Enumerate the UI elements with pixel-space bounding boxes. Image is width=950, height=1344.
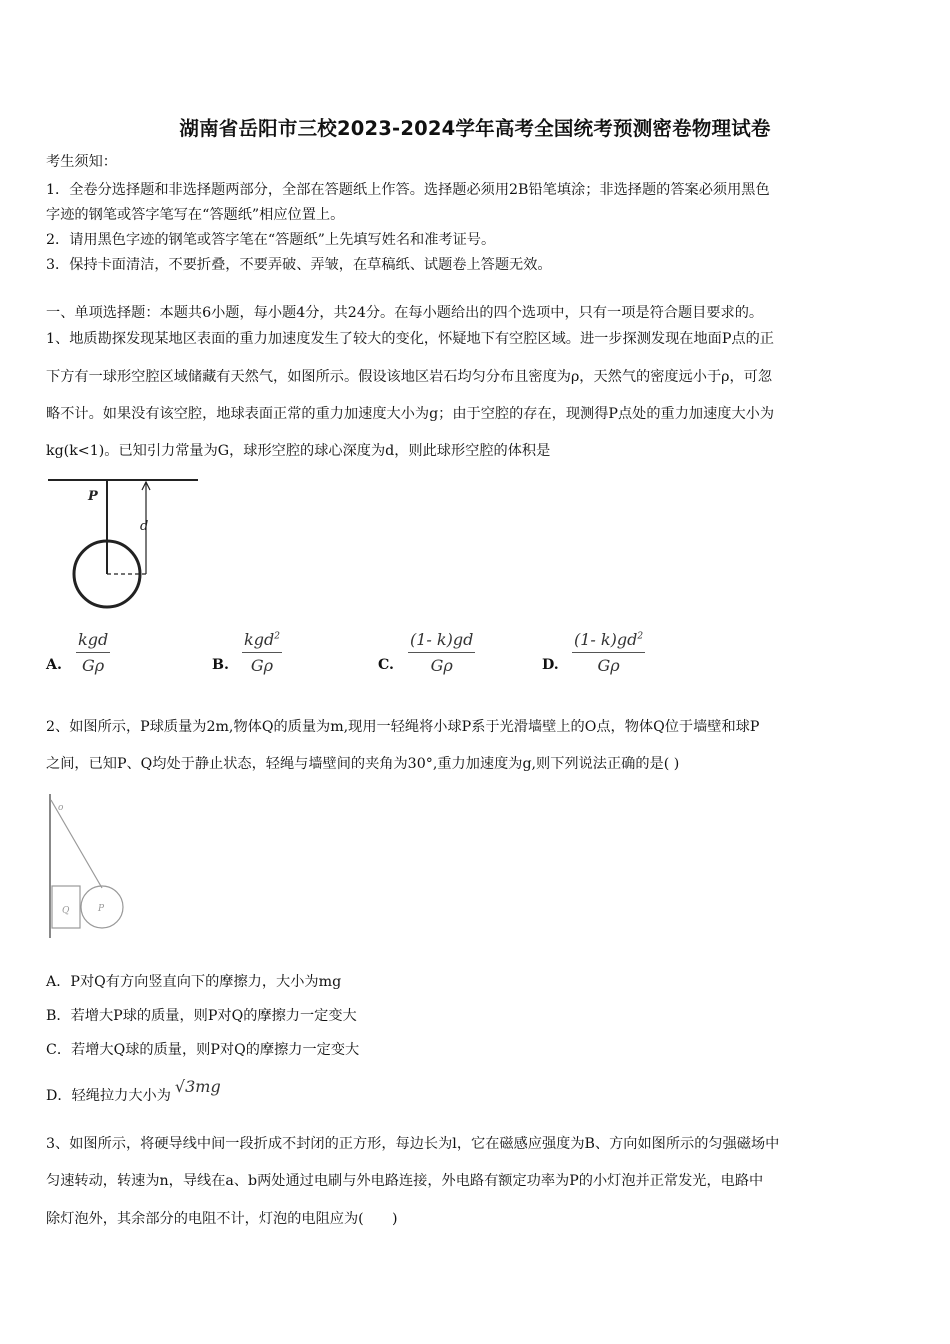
question-2-text: 2、如图所示，P球质量为2m,物体Q的质量为m,现用一轻绳将小球P系于光滑墙壁上的O点，物体Q位于墙壁和球P xyxy=(46,719,760,735)
option-formula: $\frac{(1- k)gd^2}{G\rho}$ xyxy=(574,630,644,675)
wall-ball-figure xyxy=(40,790,140,942)
question-2-text: 之间，已知P、Q均处于静止状态，轻绳与墙壁间的夹角为30°,重力加速度为g,则下列说法正确的是( ) xyxy=(46,756,680,772)
depth-label: d xyxy=(140,519,149,534)
section-heading: 一、单项选择题：本题共6小题，每小题4分，共24分。在每小题给出的四个选项中，只有一项是符合题目要求的。 xyxy=(46,305,764,321)
point-p-label: P xyxy=(88,489,98,504)
option-formula: kgd$^2$ Gρ xyxy=(244,630,280,675)
question-1-text: 下方有一球形空腔区域储藏有天然气，如图所示。假设该地区岩石均匀分布且密度为ρ，天然气的密度远小于ρ，可忽 xyxy=(46,369,773,385)
question-1-options xyxy=(46,630,906,686)
question-1-text: kg(k<1)。已知引力常量为G，球形空腔的球心深度为d，则此球形空腔的体积是 xyxy=(46,443,551,459)
question-1-text: 略不计。如果没有该空腔，地球表面正常的重力加速度大小为g；由于空腔的存在，现测得P点处的重力加速度大小为 xyxy=(46,406,775,422)
question-3-text: 匀速转动，转速为n，导线在a、b两处通过电刷与外电路连接，外电路有额定功率为P的小灯泡并正常发光，电路中 xyxy=(46,1173,764,1189)
question-3-text: 3、如图所示，将硬导线中间一段折成不封闭的正方形，每边长为l，它在磁感应强度为B、方向如图所示的匀强磁场中 xyxy=(46,1136,780,1152)
choice-d-formula: √3mg xyxy=(174,1077,221,1096)
choice-d[interactable] xyxy=(46,1077,221,1105)
cavity-figure xyxy=(44,474,204,614)
option-label: C. xyxy=(378,657,394,673)
option-label: A. xyxy=(46,657,62,673)
option-label: D. xyxy=(542,657,559,673)
point-o-label: o xyxy=(58,803,64,813)
choice-a[interactable]: A．P对Q有方向竖直向下的摩擦力，大小为mg xyxy=(46,974,342,990)
choice-b[interactable]: B．若增大P球的质量，则P对Q的摩擦力一定变大 xyxy=(46,1008,357,1024)
block-q-label: Q xyxy=(62,906,70,916)
question-1-text: 1、地质勘探发现某地区表面的重力加速度发生了较大的变化，怀疑地下有空腔区域。进一步探测发现在地面P点的正 xyxy=(46,331,774,347)
page-title: 湖南省岳阳市三校2023-2024学年高考全国统考预测密卷物理试卷 xyxy=(179,117,771,140)
option-formula: $\frac{(1- k)gd}{G\rho}$ xyxy=(410,630,474,675)
notice-item: 3．保持卡面清洁，不要折叠，不要弄破、弄皱，在草稿纸、试题卷上答题无效。 xyxy=(46,257,552,273)
notice-item: 2．请用黑色字迹的钢笔或答字笔在“答题纸”上先填写姓名和准考证号。 xyxy=(46,232,496,248)
option-formula: kgd Gρ xyxy=(78,630,109,675)
notice-item: 1．全卷分选择题和非选择题两部分，全部在答题纸上作答。选择题必须用2B铅笔填涂；非选择题的答案必须用黑色 xyxy=(46,182,770,198)
notice-heading: 考生须知： xyxy=(46,154,117,170)
option-label: B. xyxy=(212,657,229,673)
choice-c[interactable]: C．若增大Q球的质量，则P对Q的摩擦力一定变大 xyxy=(46,1042,360,1058)
notice-item: 字迹的钢笔或答字笔写在“答题纸”相应位置上。 xyxy=(46,207,345,223)
question-3-text: 除灯泡外，其余部分的电阻不计，灯泡的电阻应为( ) xyxy=(46,1211,398,1227)
choice-d-text: D．轻绳拉力大小为 xyxy=(46,1088,171,1104)
ball-p-label: P xyxy=(98,904,105,914)
